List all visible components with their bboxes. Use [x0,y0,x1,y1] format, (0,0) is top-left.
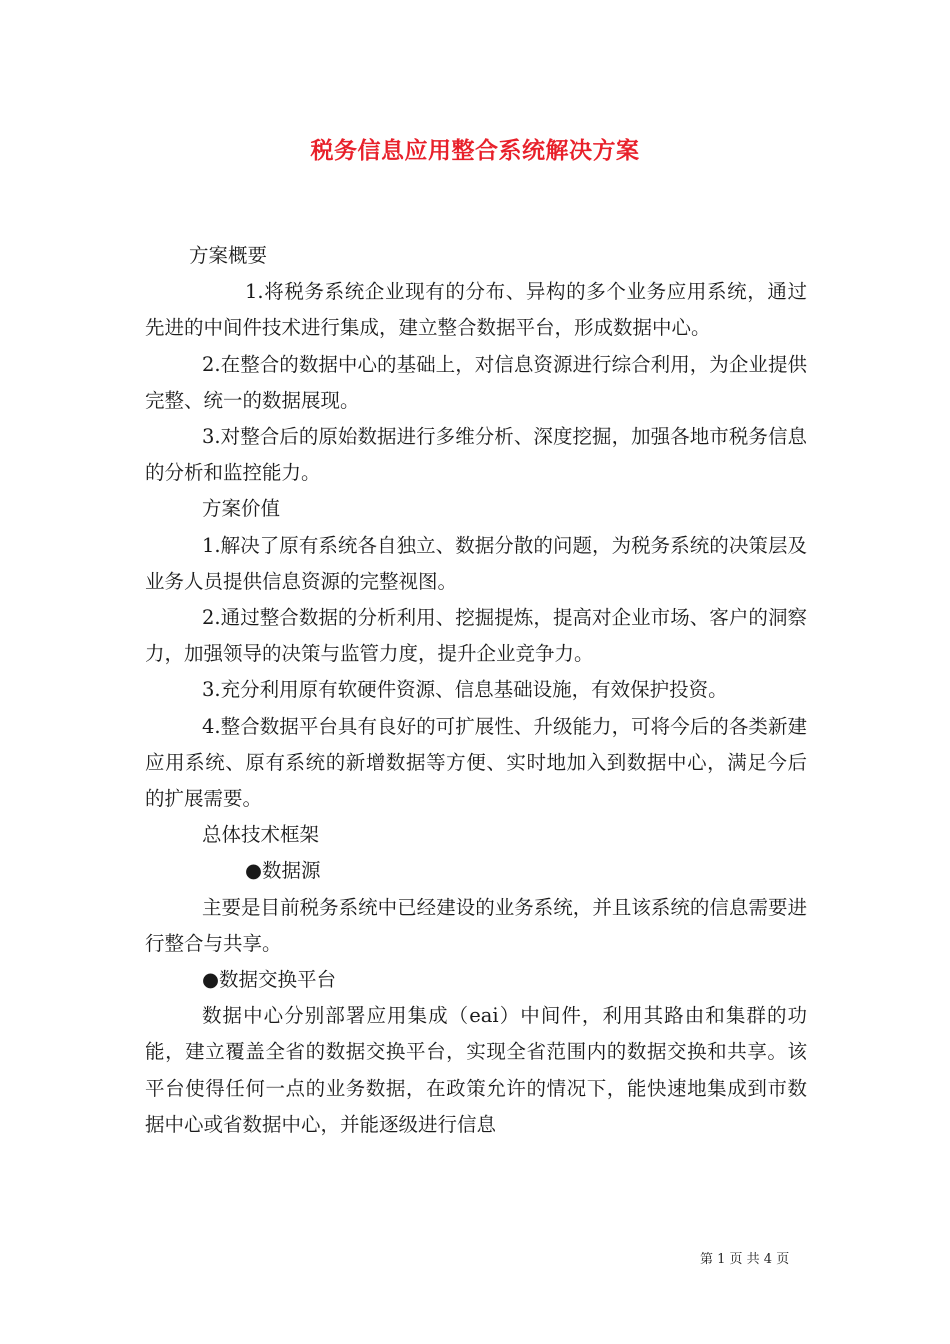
page-number: 第 1 页 共 4 页 [700,1252,790,1267]
document-title: 税务信息应用整合系统解决方案 [310,137,640,164]
section-heading-value: 方案价值 [202,497,281,521]
paragraph: 3.充分利用原有软硬件资源、信息基础设施，有效保护投资。 [202,678,728,702]
bullet-data-exchange-platform: ●数据交换平台 [202,968,337,992]
bullet-data-source: ●数据源 [245,859,321,883]
paragraph: 3.对整合后的原始数据进行多维分析、深度挖掘，加强各地市税务信息的分析和监控能力。 [145,425,807,485]
paragraph: 1.解决了原有系统各自独立、数据分散的问题，为税务系统的决策层及业务人员提供信息资源的完整视图。 [145,533,807,593]
document-body [145,238,807,1143]
paragraph: 数据中心分别部署应用集成（eai）中间件，利用其路由和集群的功能，建立覆盖全省的数据交换平台，实现全省范围内的数据交换和共享。该平台使得任何一点的业务数据，在政策允许的情况下，能快速地集成到市数据中心或省数据中心，并能逐级进行信息 [145,1004,807,1136]
section-heading-overview: 方案概要 [189,244,268,267]
paragraph: 4.整合数据平台具有良好的可扩展性、升级能力，可将今后的各类新建应用系统、原有系统的新增数据等方便、实时地加入到数据中心，满足今后的扩展需要。 [145,714,807,811]
paragraph: 1.将税务系统企业现有的分布、异构的多个业务应用系统，通过先进的中间件技术进行集成，建立整合数据平台，形成数据中心。 [145,280,807,340]
paragraph: 主要是目前税务系统中已经建设的业务系统，并且该系统的信息需要进行整合与共享。 [145,895,807,955]
paragraph: 2.在整合的数据中心的基础上，对信息资源进行综合利用，为企业提供完整、统一的数据展现。 [145,352,807,412]
section-heading-framework: 总体技术框架 [202,823,320,847]
paragraph: 2.通过整合数据的分析利用、挖掘提炼，提高对企业市场、客户的洞察力，加强领导的决策与监管力度，提升企业竞争力。 [145,606,807,666]
